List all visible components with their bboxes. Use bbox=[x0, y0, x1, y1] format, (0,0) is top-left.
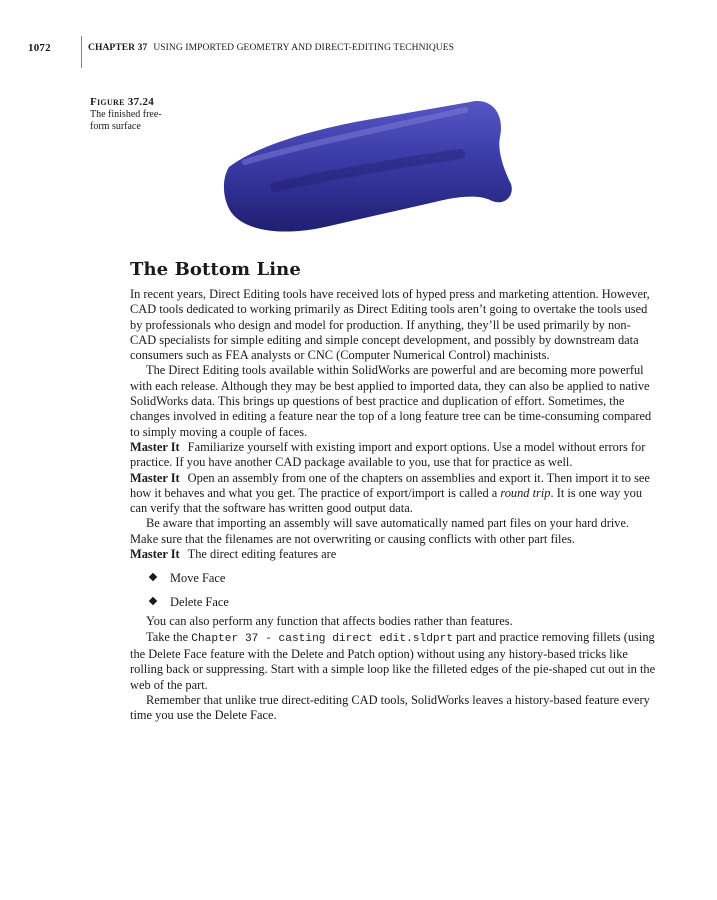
paragraph-direct-editing: The Direct Editing tools available within SolidWorks are powerful and are becoming more powerful with each release. Although they may be best applied to imported data, they can also be applied to native SolidWorks data. This brings up questions of best practice and duplication of effort. Sometimes, the changes involved in editing a feature near the top of a long feature tree can be time-consuming compared to simply moving a couple of faces. bbox=[130, 363, 652, 439]
chapter-label: CHAPTER 37 bbox=[88, 43, 148, 53]
master-it-import-export bbox=[130, 440, 656, 471]
master-it-label: Master It bbox=[130, 470, 180, 485]
paragraph-assembly-warning: Be aware that importing an assembly will save automatically named part files on your hard drive. Make sure that the filenames are not overwriting or causing conflicts with other part files. bbox=[130, 516, 630, 546]
file-name-code: Chapter 37 - casting direct edit.sldprt bbox=[191, 632, 454, 645]
diamond-bullet-icon bbox=[149, 573, 157, 581]
feature-list bbox=[150, 566, 656, 614]
master-it-text: The direct editing features are bbox=[187, 547, 337, 562]
paragraph-history: Remember that unlike true direct-editing CAD tools, SolidWorks leaves a history-based feature every time you use the Delete Face. bbox=[130, 692, 650, 723]
header-divider bbox=[81, 36, 82, 68]
master-it-text: Open an assembly from one of the chapters on assemblies and export it. Then import it to see how it behaves and what you get. The practice of export/import is called a bbox=[130, 470, 650, 500]
figure-label: Figure 37.24 bbox=[90, 96, 155, 108]
diamond-bullet-icon bbox=[149, 597, 157, 605]
list-item: Move Face bbox=[150, 566, 656, 590]
list-item: Delete Face bbox=[150, 590, 656, 614]
master-it-direct-editing bbox=[130, 547, 656, 562]
paragraph-intro: In recent years, Direct Editing tools have received lots of hyped press and marketing attention. However, CAD tools dedicated to working primarily as Direct Editing tools aren’t going to overtake the tools used by professionals who design and model for production. If anything, they’ll be used primarily by non-CAD specialists for simple editing and simple concept development, and possibly by downstream data consumers such as FEA analysts or CNC (Computer Numerical Control) machinists. bbox=[130, 287, 650, 363]
paragraph-bodies: You can also perform any function that affects bodies rather than features. bbox=[146, 614, 513, 629]
running-head bbox=[88, 43, 454, 53]
master-it-label: Master It bbox=[130, 439, 180, 454]
section-title: The Bottom Line bbox=[130, 259, 301, 280]
figure-caption bbox=[90, 96, 180, 134]
freeform-surface-image bbox=[215, 92, 515, 237]
master-it-text: Familiarize yourself with existing import and export options. Use a model without errors for practice. If you have another CAD package available to you, use that for practice as well. bbox=[130, 439, 646, 470]
master-it-text-end: . It is one way you can verify that the software has written good output data. bbox=[130, 485, 643, 516]
figure-caption-text: The finished free-form surface bbox=[90, 108, 162, 132]
paragraph-practice: Take the Chapter 37 - casting direct edit.sldprt part and practice removing fillets (using the Delete Face feature with the Delete and Patch option) without using any history-based tricks like rolling back or suppressing. Start with a simple loop like the filleted edges of the pie-shaped cut out in the web of the part. bbox=[130, 629, 656, 692]
master-it-label: Master It bbox=[130, 547, 180, 562]
round-trip-term: round trip bbox=[500, 485, 551, 500]
master-it-round-trip bbox=[130, 471, 656, 517]
chapter-title: USING IMPORTED GEOMETRY AND DIRECT-EDITING TECHNIQUES bbox=[153, 43, 455, 53]
page-number: 1072 bbox=[28, 42, 51, 54]
section-body bbox=[130, 287, 656, 723]
